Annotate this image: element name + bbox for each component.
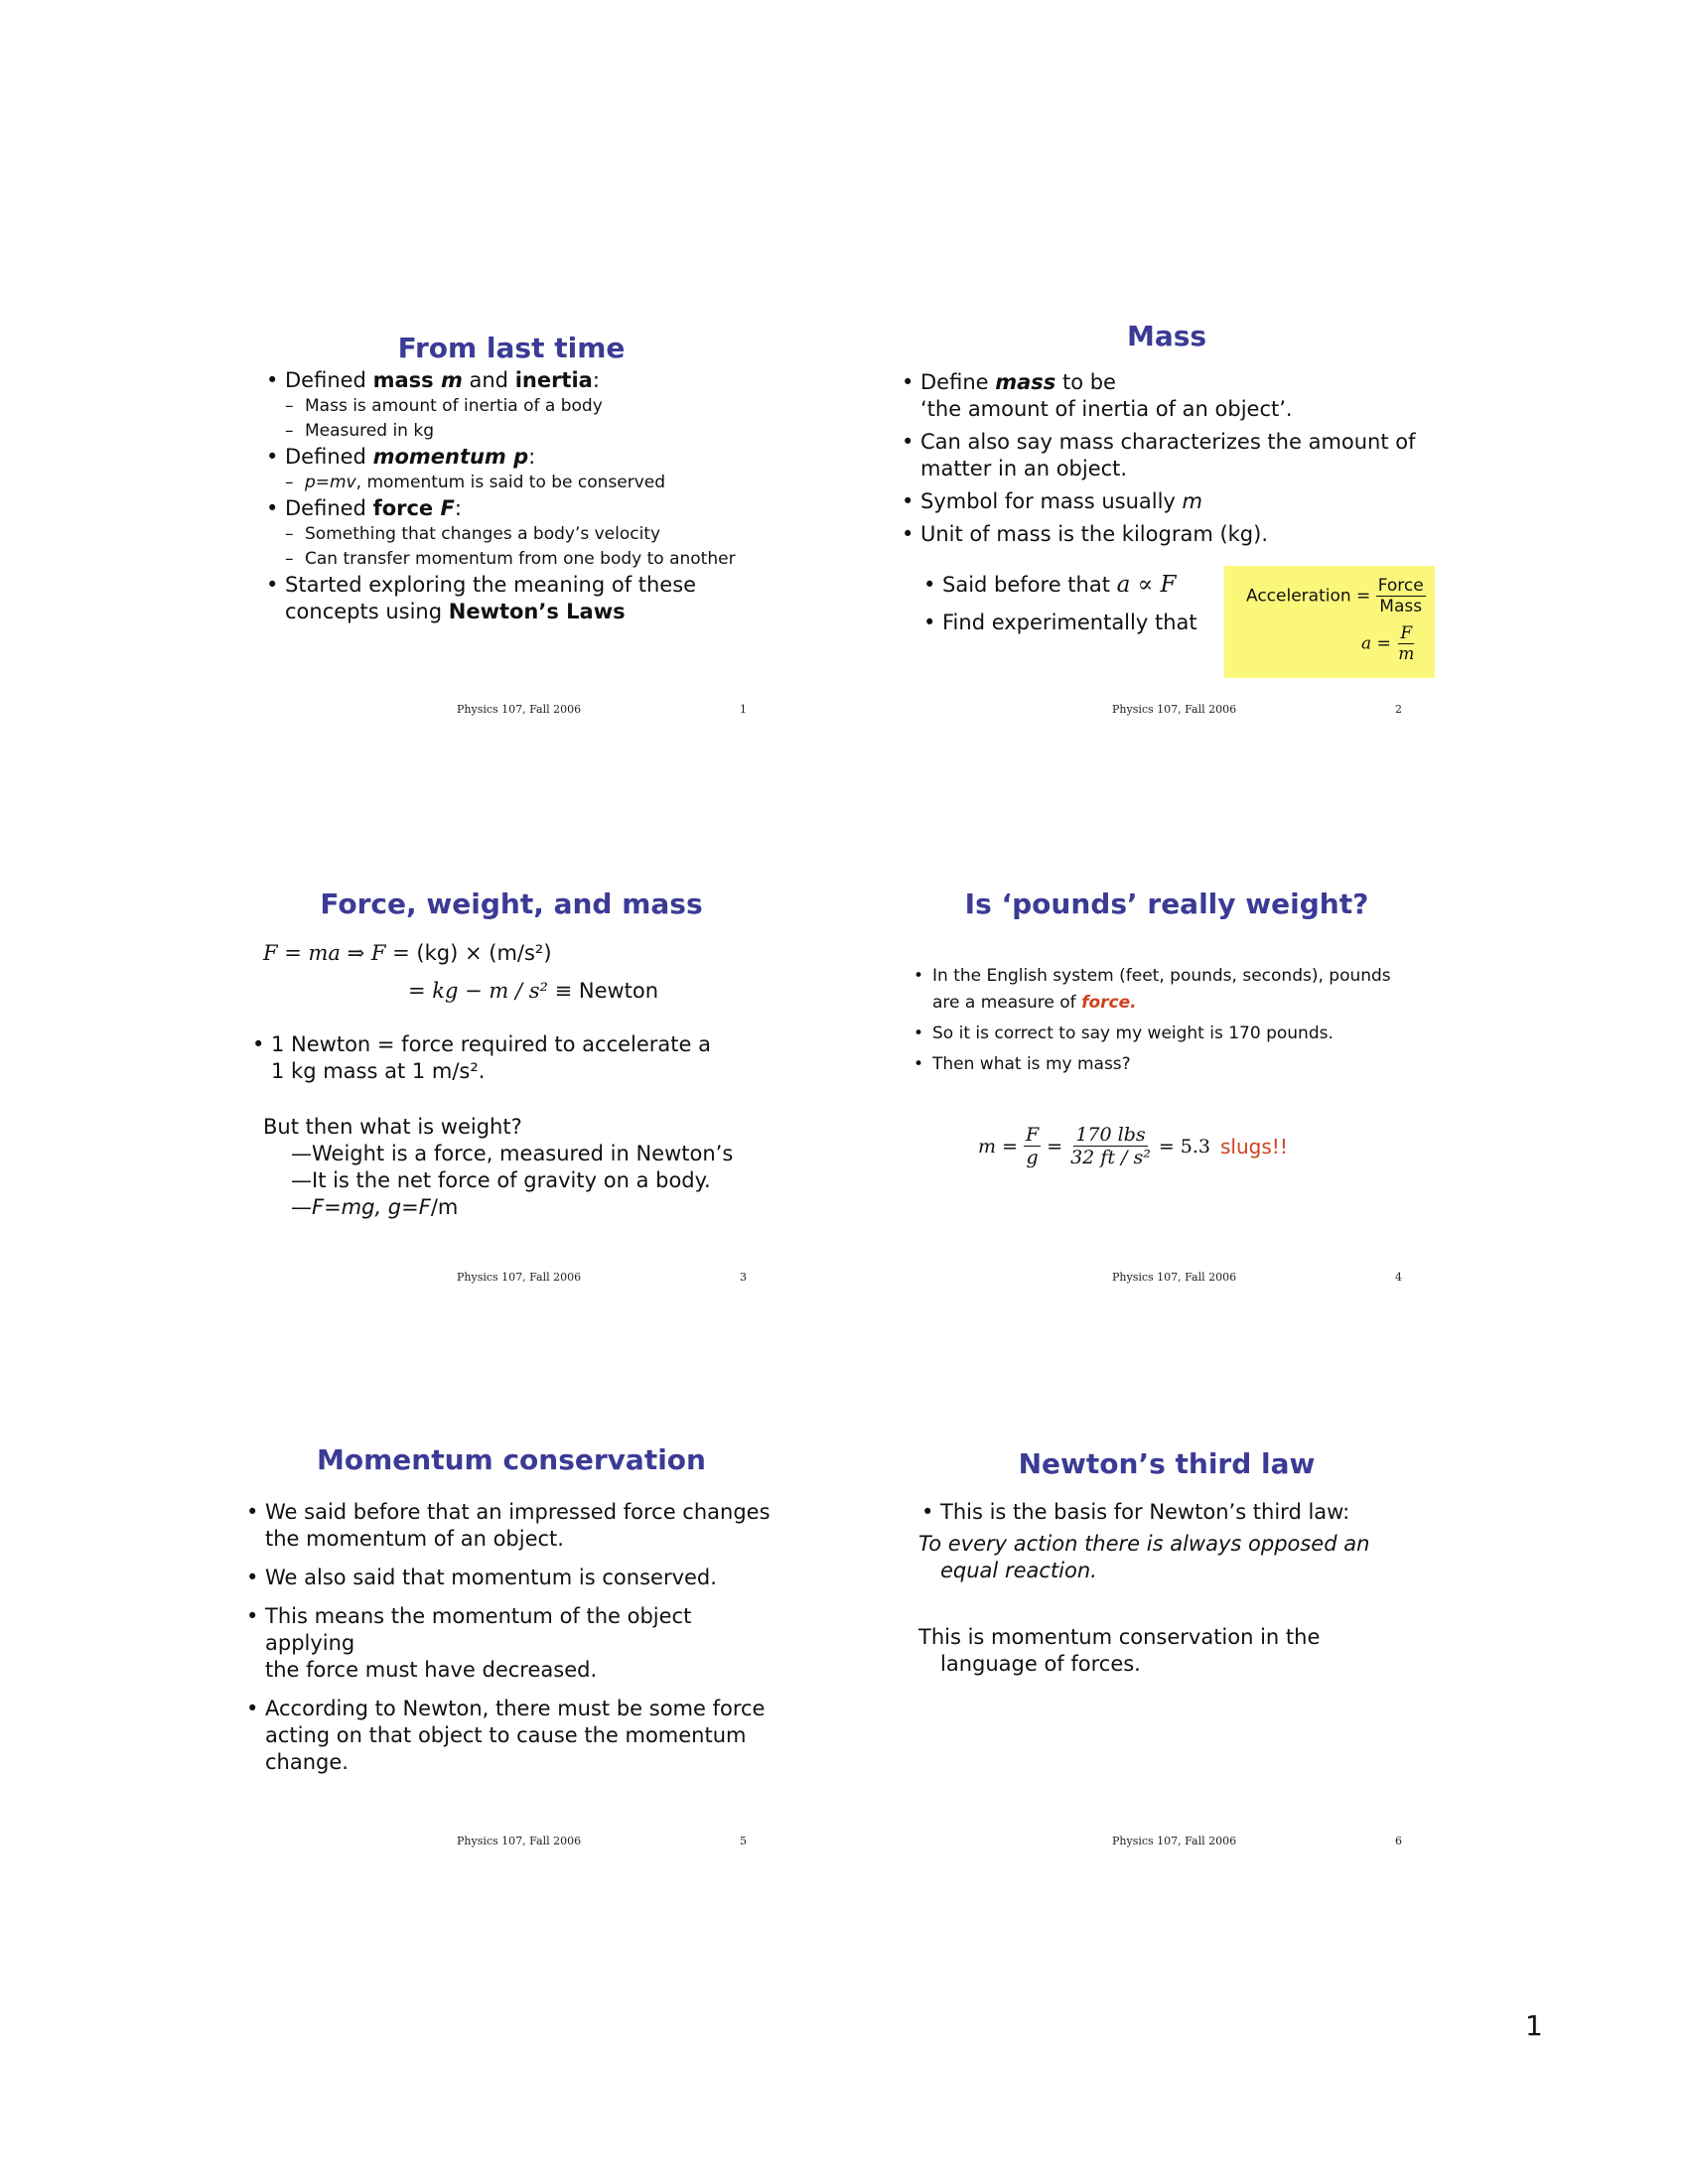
weight-paragraph: But then what is weight? —Weight is a force, measured in Newton’s —It is the net force of gravity on a body. —F=mg, g=F/m (263, 1115, 734, 1219)
list-item: • We also said that momentum is conserved. (243, 1565, 779, 1591)
slide-title: From last time (397, 332, 626, 364)
list-item: • Defined force F: (263, 495, 779, 522)
bullet-list (911, 963, 1435, 1078)
list-item: • Can also say mass characterizes the amount of matter in an object. (899, 429, 1435, 482)
list-item: • Defined mass m and inertia: (263, 367, 779, 394)
list-item: • So it is correct to say my weight is 170 pounds. (911, 1021, 1435, 1047)
list-item: • Said before that a ∝ F (920, 572, 1218, 599)
list-item: – Mass is amount of inertia of a body (263, 394, 779, 419)
slide-title: Momentum conservation (317, 1443, 706, 1476)
list-item: • Symbol for mass usually m (899, 488, 1435, 515)
bullet-list (920, 572, 1218, 636)
list-item: – Can transfer momentum from one body to another (263, 547, 779, 572)
equation: = kg − m / s² ≡ Newton (408, 979, 659, 1003)
list-item: • We said before that an impressed force changes the momentum of an object. (243, 1499, 779, 1553)
equation: F = ma ⇒ F = (kg) × (m/s²) (263, 941, 552, 965)
list-item: • Defined momentum p: (263, 444, 779, 471)
slide-title: Is ‘pounds’ really weight? (964, 887, 1369, 920)
list-item: • 1 Newton = force required to accelerate a 1 kg mass at 1 m/s². (249, 1031, 775, 1085)
list-item: – Something that changes a body’s velocity (263, 522, 779, 547)
slide-title: Mass (1126, 320, 1207, 352)
list-item: • Unit of mass is the kilogram (kg). (899, 521, 1435, 548)
bullet-list (918, 1499, 1435, 1526)
list-item: • Find experimentally that (920, 610, 1218, 636)
list-item: • According to Newton, there must be some force acting on that object to cause the momentum change. (243, 1696, 779, 1776)
slide-title: Newton’s third law (1018, 1447, 1316, 1480)
bullet-list (249, 1031, 775, 1085)
slide-force-weight-mass: Force, weight, and mass F = ma ⇒ F = (kg) × (m/s²) = kg − m / s² ≡ Newton • 1 Newton = force required to accelerate a 1 kg mass at 1 m/s². But then what is weight? —Weight is a force, measured in Newton’s —It is the net force of gravity on a body. —F=mg, g=F/m Physics 107, Fall 2006 3 (243, 866, 879, 1283)
slugs-equation: m = $\frac{F}{g}$ = $\frac{\text{170 lbs}}{\text{32 ft / s²}}$ = 5.3 slugs!! (978, 1124, 1288, 1168)
list-item: – Measured in kg (263, 419, 779, 444)
page-number: 1 (1525, 2009, 1543, 2042)
list-item: • Then what is my mass? (911, 1051, 1435, 1078)
list-item: • In the English system (feet, pounds, seconds), pounds are a measure of force. (911, 963, 1435, 1017)
list-item: • This is the basis for Newton’s third law: (918, 1499, 1435, 1526)
slide-from-last-time: From last time • Defined mass m and inertia: – Mass is amount of inertia of a body – Measured in kg • Defined momentum p: – p=mv, momentum is said to be conserved • Defined force F: – Something that changes a body’s velocity – Can transfer momentum from one body to another • Started exploring the meaning of these concepts using Newton’s Laws Physics 107, Fall 2006 1 (243, 298, 879, 715)
bullet-list (899, 369, 1435, 548)
conclusion-paragraph: This is momentum conservation in the language of forces. (918, 1625, 1321, 1676)
slide-momentum-conservation: Momentum conservation • We said before that an impressed force changes the momentum of an object. • We also said that momentum is conserved. • This means the momentum of the object applying the force must have decreased. • According to Newton, there must be some force acting on that object to cause the momentum change. Physics 107, Fall 2006 5 (243, 1430, 879, 1846)
bullet-list (243, 1499, 779, 1776)
slide-newtons-third-law: Newton’s third law • This is the basis for Newton’s third law: To every action there is always opposed an equal reaction. This is momentum conservation in the language of forces. Physics 107, Fall 2006 6 (899, 1430, 1534, 1846)
slide-mass: Mass • Define mass to be ‘the amount of inertia of an object’. • Can also say mass characterizes the amount of matter in an object. • Symbol for mass usually m • Unit of mass is the kilogram (kg). • Said before that a ∝ F • Find experimentally that Acceleration = $\frac{\text{Force}}{\text{Mass}}$ a = $\frac{F}{m}$ Physics 107, Fall 2006 2 (899, 298, 1534, 715)
list-item: • Define mass to be ‘the amount of inertia of an object’. (899, 369, 1435, 423)
list-item: • This means the momentum of the object applying the force must have decreased. (243, 1603, 779, 1684)
slide-pounds-weight: Is ‘pounds’ really weight? • In the English system (feet, pounds, seconds), pounds are a measure of force. • So it is correct to say my weight is 170 pounds. • Then what is my mass? m = $\frac{F}{g}$ = $\frac{\text{170 lbs}}{\text{32 ft / s²}}$ = 5.3 slugs!! Physics 107, Fall 2006 4 (899, 866, 1534, 1283)
third-law-quote: To every action there is always opposed an equal reaction. (918, 1532, 1370, 1582)
formula-box: Acceleration = $\frac{\text{Force}}{\text{Mass}}$ a = $\frac{F}{m}$ (1224, 566, 1435, 678)
list-item: • Started exploring the meaning of these concepts using Newton’s Laws (263, 572, 779, 625)
list-item: – p=mv, momentum is said to be conserved (263, 471, 779, 495)
bullet-list (263, 367, 779, 625)
slide-title: Force, weight, and mass (320, 887, 703, 920)
